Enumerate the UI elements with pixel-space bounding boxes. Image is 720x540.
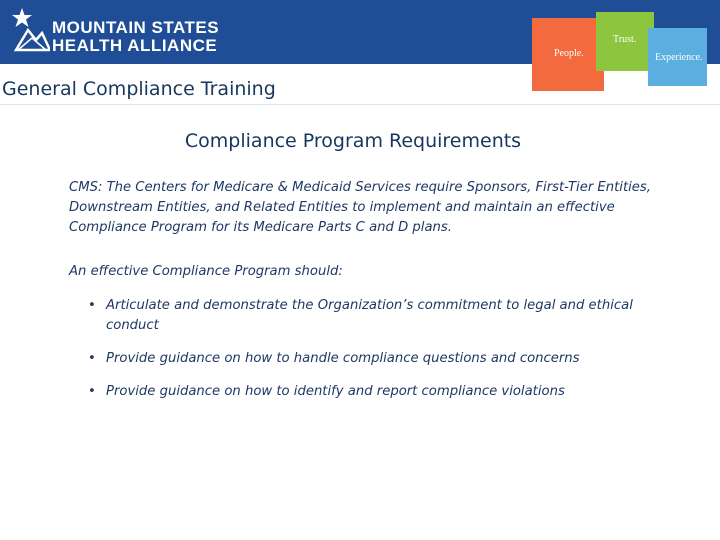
title-divider [0,104,720,105]
logo-text-line1: MOUNTAIN STATES [52,18,220,37]
experience-box [648,28,707,86]
slide-subtitle: Compliance Program Requirements [184,130,522,152]
list-item [88,296,668,336]
bullet-text: Provide guidance on how to identify and report compliance violations [106,384,565,399]
people-box [532,18,604,91]
bullet-dot: • [88,384,96,399]
list-item [88,382,668,402]
intro-paragraph: CMS: The Centers for Medicare & Medicaid Services require Sponsors, First-Tier Entities, Downstream Entities, and Related Entities to implement and maintain an effective Compliance Program for its Medicare Parts C and D plans. [69,180,651,235]
list-item [88,349,668,369]
logo-text-line2: HEALTH ALLIANCE [52,36,218,55]
mountain-states-logo [12,8,220,58]
trust-label: Trust. [613,34,637,45]
bullet-dot: • [88,298,96,313]
slide-title: General Compliance Training [2,78,276,100]
trust-box [596,12,654,71]
bullet-dot: • [88,351,96,366]
bullet-text: Provide guidance on how to handle compliance questions and concerns [106,351,580,366]
people-label: People. [554,48,584,59]
star-mountain-logo-icon [12,8,50,54]
requirements-list [88,296,668,415]
bullets-intro: An effective Compliance Program should: [69,264,343,279]
experience-label: Experience. [655,52,703,63]
bullet-text: Articulate and demonstrate the Organization’s commitment to legal and ethical conduct [106,298,633,333]
